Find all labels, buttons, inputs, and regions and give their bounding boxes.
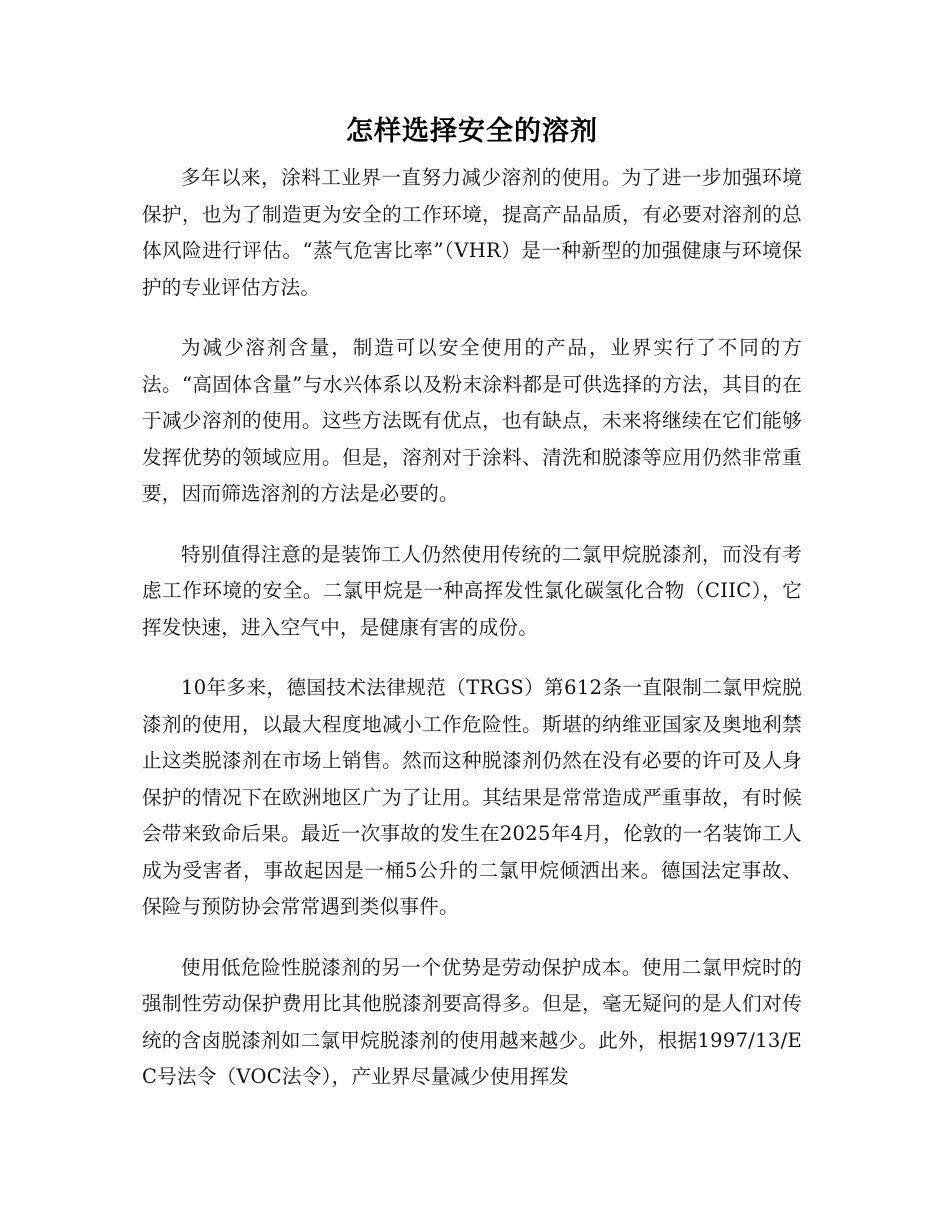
paragraph-5: 使用低危险性脱漆剂的另一个优势是劳动保护成本。使用二氯甲烷时的强制性劳动保护费用比其他脱漆剂要高得多。但是，毫无疑问的是人们对传统的含卤脱漆剂如二氯甲烷脱漆剂的使用越来越少。此外，根据1997/13/EC号法令（VOC法令），产业界尽量减少使用挥发	[142, 955, 802, 1088]
paragraph-4: 10年多来，德国技术法律规范（TRGS）第612条一直限制二氯甲烷脱漆剂的使用，以最大程度地减小工作危险性。斯堪的纳维亚国家及奥地利禁止这类脱漆剂在市场上销售。然而这种脱漆剂仍然在没有必要的许可及人身保护的情况下在欧洲地区广为了让用。其结果是常常造成严重事故，有时候会带来致命后果。最近一次事故的发生在2025年4月，伦敦的一名装饰工人成为受害者，事故起因是一桶5公升的二氯甲烷倾洒出来。德国法定事故、保险与预防协会常常遇到类似事件。	[142, 676, 802, 918]
paragraph-3: 特别值得注意的是装饰工人仍然使用传统的二氯甲烷脱漆剂，而没有考虑工作环境的安全。二氯甲烷是一种高挥发性氯化碳氢化合物（CIIC），它挥发快速，进入空气中，是健康有害的成份。	[142, 542, 802, 639]
paragraph-2: 为减少溶剂含量，制造可以安全使用的产品，业界实行了不同的方法。“高固体含量”与水兴体系以及粉末涂料都是可供选择的方法，其目的在于减少溶剂的使用。这些方法既有优点，也有缺点，未来将继续在它们能够发挥优势的领域应用。但是，溶剂对于涂料、清洗和脱漆等应用仍然非常重要，因而筛选溶剂的方法是必要的。	[142, 336, 802, 505]
paragraph-1: 多年以来，涂料工业界一直努力减少溶剂的使用。为了进一步加强环境保护，也为了制造更为安全的工作环境，提高产品品质，有必要对溶剂的总体风险进行评估。“蒸气危害比率”（VHR）是一种新型的加强健康与环境保护的专业评估方法。	[142, 166, 802, 299]
document-title: 怎样选择安全的溶剂	[346, 116, 598, 147]
